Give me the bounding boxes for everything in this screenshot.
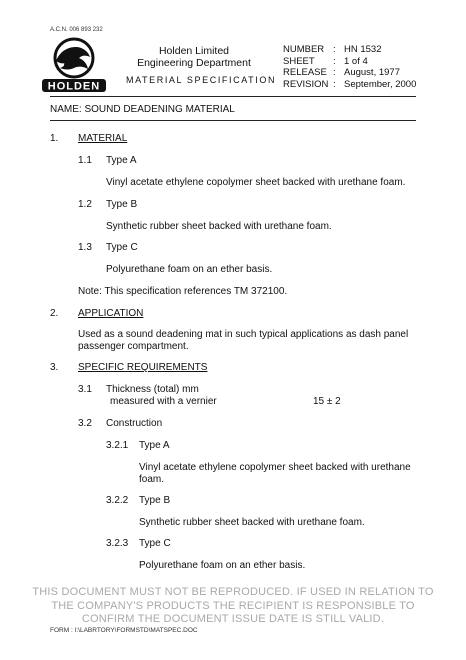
section-1-title: MATERIAL <box>78 133 128 144</box>
item-3-2-number: 3.2 <box>78 418 92 429</box>
acn-number: A.C.N. 006 893 232 <box>50 27 103 33</box>
item-1-2-number: 1.2 <box>78 199 92 210</box>
item-3-2-3-number: 3.2.3 <box>106 538 129 549</box>
item-3-1-value: 15 ± 2 <box>313 396 341 407</box>
material-name: NAME: SOUND DEADENING MATERIAL <box>50 104 235 115</box>
item-3-2-2-number: 3.2.2 <box>106 495 129 506</box>
item-3-2-3-label: Type C <box>139 538 171 549</box>
logo-wordmark: HOLDEN <box>47 80 101 93</box>
section-3-number: 3. <box>50 362 59 373</box>
item-3-2-label: Construction <box>106 418 163 429</box>
section-2-number: 2. <box>50 308 59 319</box>
item-3-1-label: Thickness (total) mm <box>106 384 199 395</box>
department-name: Engineering Department <box>137 57 251 69</box>
item-1-1-label: Type A <box>106 155 137 166</box>
item-3-1-number: 3.1 <box>78 384 92 395</box>
meta-row-release: RELEASE : August, 1977 <box>283 67 400 78</box>
section-3-title: SPECIFIC REQUIREMENTS <box>78 362 208 373</box>
item-3-2-1-label: Type A <box>139 440 170 451</box>
item-3-1-method: measured with a vernier <box>110 396 217 407</box>
holden-lion-logo <box>38 37 110 95</box>
meta-row-revision: REVISION : September, 2000 <box>283 78 417 90</box>
company-name: Holden Limited <box>158 45 230 57</box>
item-3-2-2-label: Type B <box>139 495 171 506</box>
section-2-text-line-2: passenger compartment. <box>78 341 189 352</box>
warning-line-2: THE COMPANY'S PRODUCTS THE RECIPIENT IS RESPONSIBLE TO <box>51 599 415 612</box>
item-1-3-text: Polyurethane foam on an ether basis. <box>106 264 273 275</box>
reproduction-warning <box>0 586 466 627</box>
item-1-2-text: Synthetic rubber sheet backed with urethane foam. <box>106 221 332 232</box>
item-1-1-number: 1.1 <box>78 155 92 166</box>
section-1-note: Note: This specification references TM 372100. <box>78 286 288 297</box>
item-1-3-label: Type C <box>106 242 138 253</box>
meta-row-sheet: SHEET : 1 of 4 <box>283 55 368 67</box>
item-1-3-number: 1.3 <box>78 242 92 253</box>
spec-title: MATERIAL SPECIFICATION <box>126 75 277 85</box>
warning-line-1: THIS DOCUMENT MUST NOT BE REPRODUCED. IF USED IN RELATION TO <box>32 586 434 598</box>
form-path: FORM : I:\LABRTORY\FORMSTD\MATSPEC.DOC <box>50 627 198 634</box>
item-1-1-text: Vinyl acetate ethylene copolymer sheet backed with urethane foam. <box>106 177 406 188</box>
item-1-2-label: Type B <box>106 199 138 210</box>
section-2-text-line-1: Used as a sound deadening mat in such typical applications as dash panel <box>78 329 409 340</box>
item-3-2-1-text-line-2: foam. <box>139 474 165 485</box>
meta-row-number: NUMBER : HN 1532 <box>283 44 382 55</box>
item-3-2-1-number: 3.2.1 <box>106 440 129 451</box>
spec-metadata <box>283 44 416 90</box>
item-3-2-1-text-line-1: Vinyl acetate ethylene copolymer sheet backed with urethane <box>139 462 411 473</box>
item-3-2-3-text: Polyurethane foam on an ether basis. <box>139 560 306 571</box>
section-2-title: APPLICATION <box>78 308 144 319</box>
item-3-2-2-text: Synthetic rubber sheet backed with urethane foam. <box>139 517 365 528</box>
section-1-number: 1. <box>50 133 59 144</box>
header-rule <box>50 96 416 97</box>
warning-line-3: CONFIRM THE DOCUMENT ISSUE DATE IS STILL VALID. <box>81 613 385 625</box>
name-rule <box>50 120 416 121</box>
